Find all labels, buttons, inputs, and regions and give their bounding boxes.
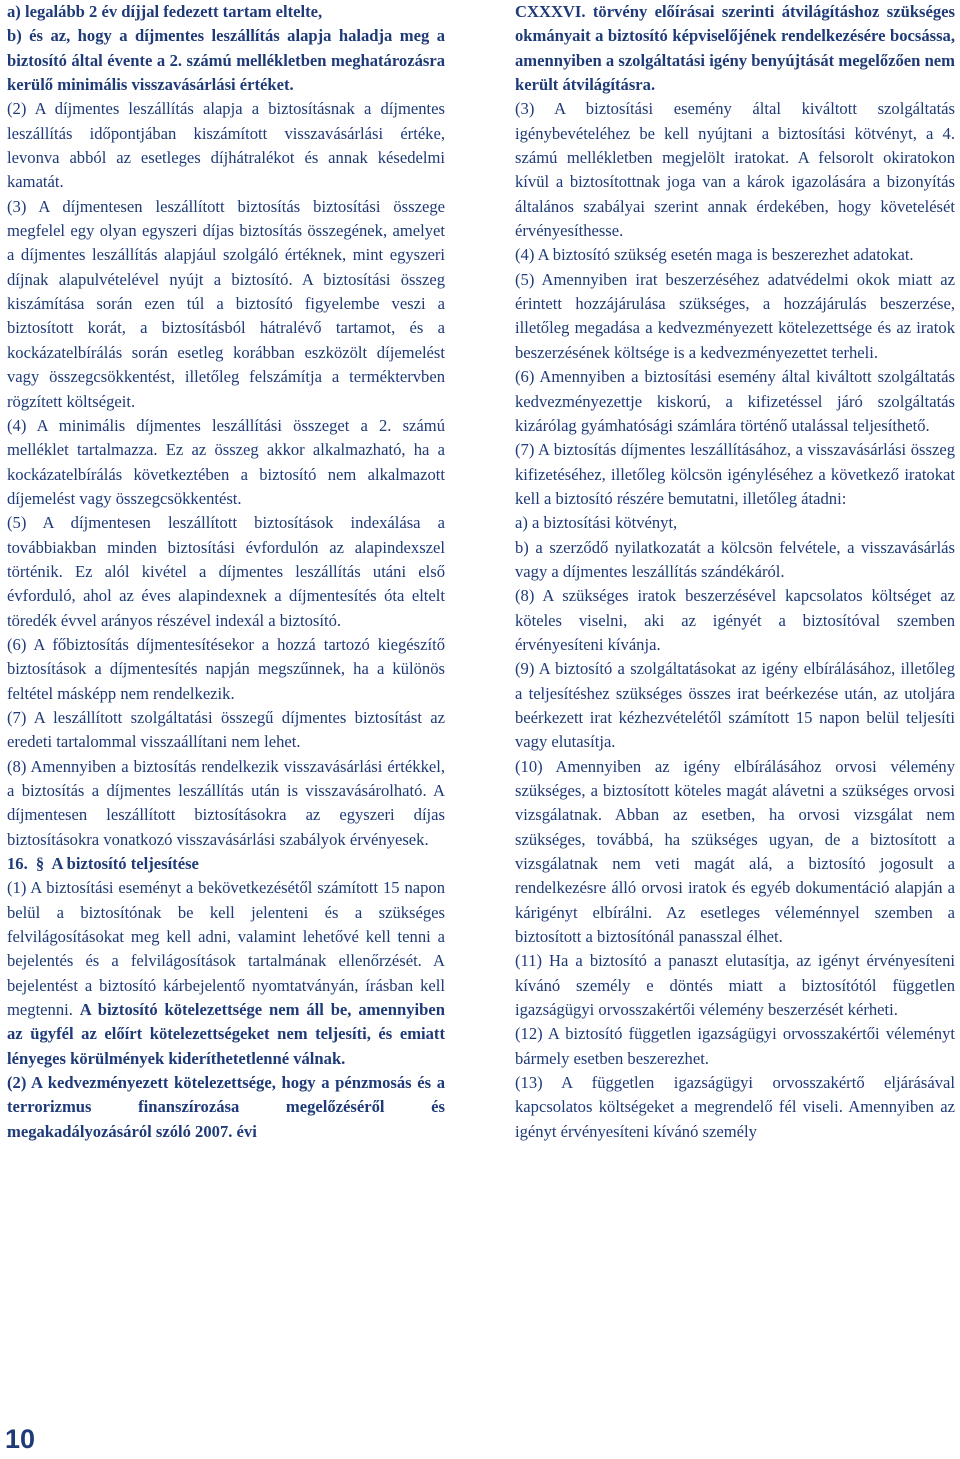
right-column	[515, 0, 955, 1144]
right-paragraph-6: (6) Amennyiben a biztosítási esemény által kiváltott szolgáltatás kedvezményezettje kiskorú, a kifizetéssel járó szolgáltatás kizárólag gyámhatósági számlára történő utalással teljesíthető.	[515, 367, 955, 435]
section-heading	[7, 852, 445, 876]
left-column	[7, 0, 445, 1144]
paragraph-8: (8) Amennyiben a biztosítás rendelkezik visszavásárlási értékkel, a biztosítás a díjmentes leszállítás után is visszavásárolható. A díjmentesen leszállított biztosításokra az egyszeri díjas biztosításokra vonatkozó visszavásárlási szabályok érvényesek.	[7, 756, 445, 849]
right-paragraph-5: (5) Amennyiben irat beszerzéséhez adatvédelmi okok miatt az érintett hozzájárulása szükséges, a hozzájárulás beszerzése, illetőleg megadása a kedvezményezett kötelezettsége és az iratok beszerzésének költsége is a kedvezményezettet terheli.	[515, 269, 955, 362]
right-paragraph-7: (7) A biztosítás díjmentes leszállításához, a visszavásárlási összeg kifizetéséhez, illetőleg kölcsön igényléséhez a következő iratokat kell a biztosító részére bemutatni, illetőleg átadni:	[515, 440, 955, 508]
item-b: b) és az, hogy a díjmentes leszállítás alapja haladja meg a biztosító által évente a 2. számú mellékletben meghatározásra kerülő minimális visszavásárlási értéket.	[7, 26, 445, 95]
right-paragraph-13: (13) A független igazságügyi orvosszakértő eljárásával kapcsolatos költségeket a megrendelő fél viseli. Amennyiben az igényt érvényesíteni kívánó személy	[515, 1073, 955, 1141]
section-title: A biztosító teljesítése	[51, 854, 199, 874]
paragraph-4: (4) A minimális díjmentes leszállítási összeget a 2. számú melléklet tartalmazza. Ez az összeg akkor alkalmazható, ha a kockázatelbírálás következtében a biztosító nem alkalmazott díjemelést vagy összegcsökkentést.	[7, 415, 445, 508]
paragraph-6: (6) A főbiztosítás díjmentesítésekor a hozzá tartozó kiegészítő biztosítások a díjmentesítés napján megszűnnek, ha a különös feltétel másképp nem rendelkezik.	[7, 634, 445, 703]
right-paragraph-10: (10) Amennyiben az igény elbírálásához orvosi vélemény szükséges, a biztosított köteles magát alávetni a szükséges orvosi vizsgálatnak. Abban az esetben, ha orvosi vizsgálat nem szükséges, továbbá, ha szükséges ugyan, de a biztosított a vizsgálatnak nem veti magát alá, a biztosító jogosult a rendelkezésre álló orvosi iratok és egyéb dokumentáció alapján a kárigényt elbírálni. Az esetleges véleménnyel szemben a biztosított a biztosítónál panasszal élhet.	[515, 756, 955, 947]
section-symbol: §	[35, 854, 45, 874]
paragraph-2: (2) A díjmentes leszállítás alapja a biztosításnak a díjmentes leszállítás időpontjában kiszámított visszavásárlási értéke, levonva abból az esetleges díjhátralékot és annak késedelmi kamatát.	[7, 99, 445, 192]
s1-normal-text: (1) A biztosítási eseményt a bekövetkezésétől számított 15 napon belül a biztosítónak be kell jelenteni és a szükséges felvilágosításokat meg kell adni, valamint lehetővé kell tenni a bejelentés és a felvilágosítások tartalmának ellenőrzését. A bejelentést a biztosító kárbejelentő nyomtatványán, írásban kell megtenni.	[7, 878, 445, 1020]
page-number: 10	[5, 1424, 36, 1454]
paragraph-7: (7) A leszállított szolgáltatási összegű díjmentes biztosítást az eredeti tartalommal visszaállítani nem lehet.	[7, 707, 445, 752]
section-16-paragraph-2: (2) A kedvezményezett kötelezettsége, hogy a pénzmosás és a terrorizmus finanszírozása megelőzéséről és megakadályozásáról szóló 2007. évi	[7, 1073, 445, 1141]
item-a: a) legalább 2 év díjjal fedezett tartam eltelte,	[7, 2, 323, 21]
right-paragraph-3: (3) A biztosítási esemény által kiváltott szolgáltatás igénybevételéhez be kell nyújtani a biztosítási kötvényt, a 4. számú mellékletben megjelölt iratokat. A felsorolt okiratokon kívül a biztosítottnak joga van a károk igazolására a bizonyítás általános szabályai szerint annak érdekében, hogy követelését érvényesíthesse.	[515, 99, 955, 241]
right-paragraph-9: (9) A biztosító a szolgáltatásokat az igény elbírálásához, illetőleg a teljesítéshez szükséges összes irat beérkezése után, az utoljára beérkezett irat kézhezvételétől számított 15 napon belül teljesíti vagy elutasítja.	[515, 659, 955, 752]
right-paragraph-12: (12) A biztosító független igazságügyi orvosszakértői véleményt bármely esetben beszerezhet.	[515, 1024, 955, 1068]
paragraph-3: (3) A díjmentesen leszállított biztosítás biztosítási összege megfelel egy olyan egyszeri díjas biztosítás összegének, amelyet a díjmentes leszállítás alapjául szolgáló értéknek, mint egyszeri díjnak alapulvételével nyújt a biztosító. A biztosítási összeg kiszámítása során ezen túl a biztosító figyelembe veszi a biztosított korát, a biztosításból hátralévő tartamot, és a kockázatelbírálás során esetleg korábban eszközölt díjemelést vagy összegcsökkentést, illetőleg felszámítja a terméktervben rögzített költségeit.	[7, 196, 445, 411]
right-paragraph-7b: b) a szerződő nyilatkozatát a kölcsön felvétele, a visszavásárlás vagy a díjmentes leszállítás szándékáról.	[515, 537, 955, 581]
right-paragraph-4: (4) A biztosító szükség esetén maga is beszerezhet adatokat.	[515, 245, 914, 265]
section-16-paragraph-1	[7, 876, 445, 1071]
s1-bold-text: A biztosító kötelezettsége nem áll be, amennyiben az ügyfél az előírt kötelezettségeket nem teljesíti, és emiatt lényeges körülmények kideríthetetlenné válnak.	[7, 1000, 445, 1068]
right-paragraph-8: (8) A szükséges iratok beszerzésével kapcsolatos költséget az köteles viselni, aki az igényét a biztosítóval szemben érvényesíteni kívánja.	[515, 586, 955, 654]
section-number: 16.	[7, 854, 28, 874]
right-continuation: CXXXVI. törvény előírásai szerinti átvilágításhoz szükséges okmányait a biztosító képviselőjének rendelkezésére bocsássa, amennyiben a szolgáltatási igény benyújtását megelőzően nem került átvilágításra.	[515, 2, 955, 95]
right-paragraph-7a: a) a biztosítási kötvényt,	[515, 513, 678, 533]
paragraph-5: (5) A díjmentesen leszállított biztosítások indexálása a továbbiakban minden biztosítási évfordulón az alapindexszel történik. Ez alól kivétel a díjmentes leszállítás utáni első évforduló, ahol az éves alapindexnek a díjmentesítés óta eltelt töredék évvel arányos részével indexál a biztosító.	[7, 513, 445, 630]
right-paragraph-11: (11) Ha a biztosító a panaszt elutasítja, az igényt érvényesíteni kívánó személy e döntés miatt a biztosítótól független igazságügyi orvosszakértői vélemény beszerzését kérheti.	[515, 951, 955, 1020]
